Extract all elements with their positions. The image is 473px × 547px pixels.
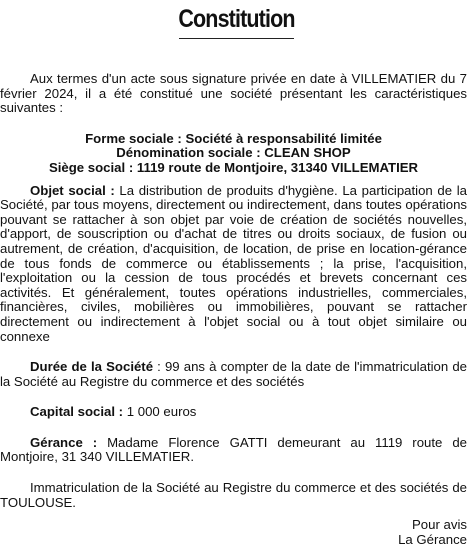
capital-text: 1 000 euros xyxy=(123,404,197,420)
gerance-paragraph xyxy=(0,436,467,465)
notice-body xyxy=(0,72,467,547)
objet-social-label: Objet social : xyxy=(30,182,115,198)
objet-social-paragraph xyxy=(0,184,467,345)
intro-paragraph: Aux termes d'un acte sous signature privée en date à VILLEMATIER du 7 février 2024, il a été constitué une société présentant les caractéristiques suivantes : xyxy=(0,71,467,116)
gerance-text: Madame Florence GATTI demeurant au 1119 route de Montjoire, 31 340 VILLEMATIER. xyxy=(0,434,467,465)
notice-title: Constitution xyxy=(178,5,295,33)
signature-gerance: La Gérance xyxy=(398,531,467,547)
signature-pour-avis: Pour avis xyxy=(412,517,467,533)
siege-social: Siège social : 1119 route de Montjoire, 31340 VILLEMATIER xyxy=(48,159,419,175)
duree-label: Durée de la Société xyxy=(30,359,154,375)
capital-paragraph xyxy=(0,405,467,420)
immatriculation-paragraph: Immatriculation de la Société au Registre du commerce et des sociétés de TOULOUSE. xyxy=(0,480,467,510)
capital-label: Capital social : xyxy=(30,404,124,420)
duree-paragraph xyxy=(0,360,467,389)
denomination-sociale: Dénomination sociale : CLEAN SHOP xyxy=(116,145,351,161)
gerance-label: Gérance : xyxy=(30,434,98,450)
title-underline xyxy=(179,38,294,39)
duree-text: : 99 ans à compter de la date de l'immatriculation de la Société au Registre du commerce et des sociétés xyxy=(0,359,467,389)
forme-sociale: Forme sociale : Société à responsabilité limitée xyxy=(85,130,382,146)
objet-social-text: La distribution de produits d'hygiène. La participation de la Société, par tous moyens, directement ou indirectement, dans toutes opérations pouvant se rattacher à son objet par voie de création de sociétés nouvelles, d'apport, de souscription ou d'achat de titres ou droits sociaux, de fusion ou autrement, de création, d'acquisition, de location, de prise en location-gérance de tous fonds de commerce ou établissements ; la prise, l'acquisition, l'exploitation ou la cession de tous procédés et brevets concernant ces activités. Et généralement, toutes opérations industrielles, commerciales, financières, civiles, mobilières ou immobilières, pouvant se rattacher directement ou indirectement à l'objet social ou à tout objet similaire ou connexe xyxy=(0,182,467,344)
